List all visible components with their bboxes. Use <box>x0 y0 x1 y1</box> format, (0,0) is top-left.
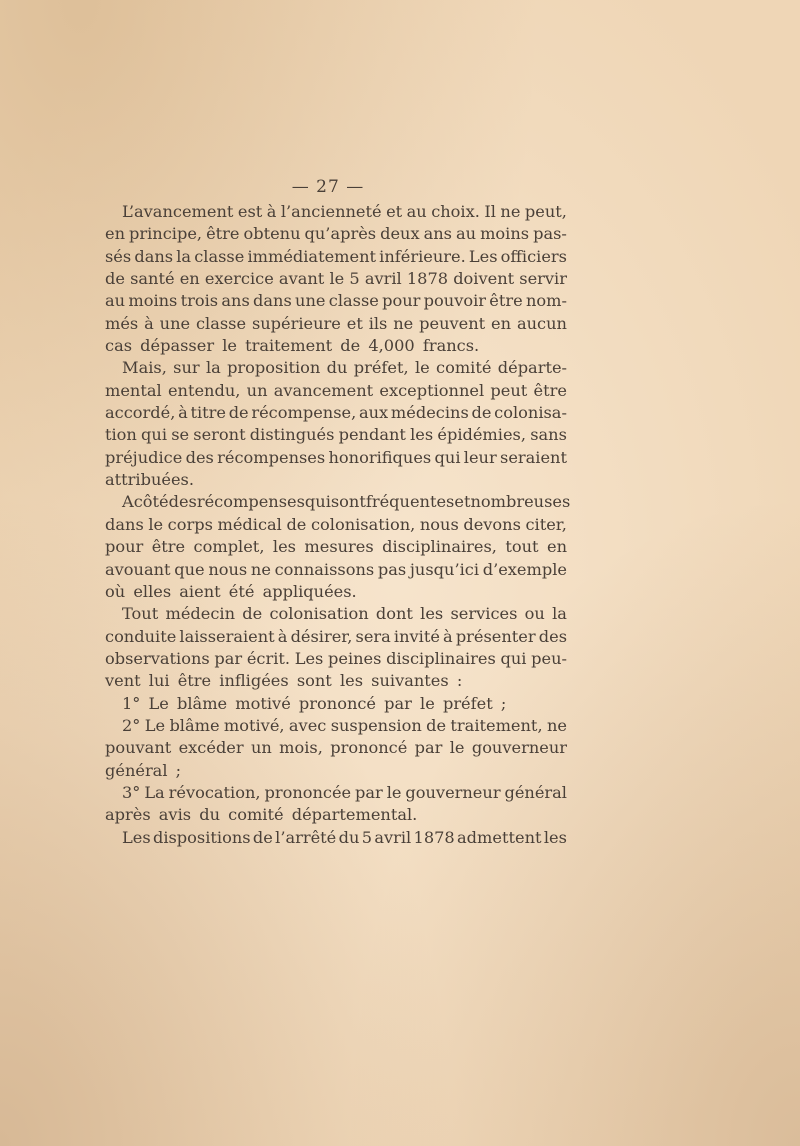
body-text <box>105 201 571 849</box>
text-line: pouvant excéder un mois, prononcé par le gouverneur <box>105 738 567 758</box>
text-line: accordé, à titre de récompense, aux médecins de colonisa- <box>105 403 567 423</box>
text-line: cas dépasser le traitement de 4,000 francs. <box>105 336 480 356</box>
text-line: où elles aient été appliquées. <box>105 581 357 601</box>
text-line: après avis du comité départemental. <box>105 805 418 825</box>
text-line: 2° Le blâme motivé, avec suspension de traitement, ne <box>122 715 567 735</box>
text-line: 1° Le blâme motivé prononcé par le préfet ; <box>122 693 507 713</box>
text-line: au moins trois ans dans une classe pour pouvoir être nom- <box>105 291 567 311</box>
page-number: — 27 — <box>291 177 365 197</box>
text-line: Tout médecin de colonisation dont les services ou la <box>122 604 567 624</box>
text-line: préjudice des récompenses honorifiques qui leur seraient <box>105 447 567 467</box>
text-line: mental entendu, un avancement exceptionnel peut être <box>105 380 567 400</box>
text-line: A côté des récompenses qui sont fréquentes et nombreuses <box>122 492 571 512</box>
text-line: attribuées. <box>105 470 194 490</box>
text-line: conduite laisseraient à désirer, sera invité à présenter des <box>105 626 567 646</box>
text-line: Mais, sur la proposition du préfet, le comité départe- <box>122 358 567 378</box>
text-line: de santé en exercice avant le 5 avril 1878 doivent servir <box>105 269 567 289</box>
text-line: 3° La révocation, prononcée par le gouverneur général <box>122 782 567 802</box>
text-line: tion qui se seront distingués pendant les épidémies, sans <box>105 425 567 445</box>
text-line: pour être complet, les mesures disciplinaires, tout en <box>105 537 567 557</box>
text-line: dans le corps médical de colonisation, nous devons citer, <box>105 514 567 534</box>
text-line: en principe, être obtenu qu’après deux ans au moins pas- <box>105 224 567 244</box>
text-line: vent lui être infligées sont les suivantes : <box>105 671 463 691</box>
text-line: observations par écrit. Les peines disciplinaires qui peu- <box>105 648 567 668</box>
text-line: général ; <box>105 760 182 780</box>
text-line: sés dans la classe immédiatement inférieure. Les officiers <box>105 246 567 266</box>
text-line: avouant que nous ne connaissons pas jusqu’ici d’exemple <box>105 559 567 579</box>
text-line: L’avancement est à l’ancienneté et au choix. Il ne peut, <box>122 202 567 221</box>
text-line: més à une classe supérieure et ils ne peuvent en aucun <box>105 313 567 333</box>
text-line: Les dispositions de l’arrêté du 5 avril 1878 admettent les <box>122 827 567 847</box>
